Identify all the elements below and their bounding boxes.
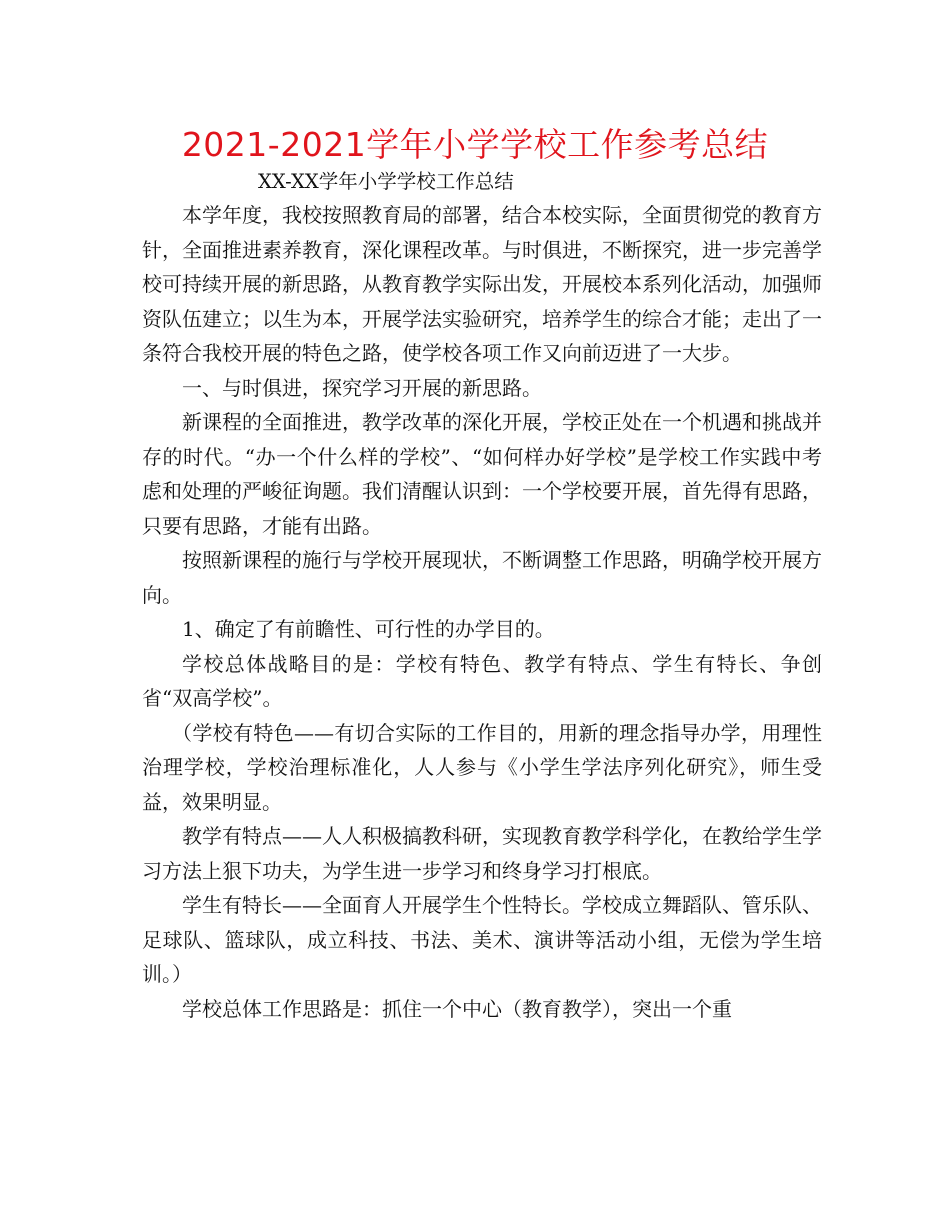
document-subtitle: XX-XX学年小学学校工作总结 <box>258 170 514 193</box>
section-heading-1: 一、与时俱进，探究学习开展的新思路。 <box>182 375 542 400</box>
subsection-heading-1: 1、确定了有前瞻性、可行性的办学目的。 <box>182 617 555 641</box>
document-title: 2021-2021学年小学学校工作参考总结 <box>181 125 769 164</box>
paragraph: 按照新课程的施行与学校开展现状，不断调整工作思路，明确学校开展方向。 <box>142 548 822 607</box>
paragraph: 教学有特点——人人积极搞教科研，实现教育教学科学化，在教给学生学习方法上狠下功夫，为学生进一步学习和终身学习打根底。 <box>142 824 822 883</box>
paragraph: 学校总体工作思路是：抓住一个中心（教育教学），突出一个重 <box>182 996 732 1021</box>
paragraph: 学生有特长——全面育人开展学生个性特长。学校成立舞蹈队、管乐队、足球队、篮球队，成立科技、书法、美术、演讲等活动小组，无偿为学生培训。） <box>142 893 822 986</box>
paragraph: （学校有特色——有切合实际的工作目的，用新的理念指导办学，用理性治理学校，学校治理标准化，人人参与《小学生学法序列化研究》，师生受益，效果明显。 <box>142 720 822 814</box>
paragraph: 新课程的全面推进，教学改革的深化开展，学校正处在一个机遇和挑战并存的时代。“办一个什么样的学校”、“如何样办好学校”是学校工作实践中考虑和处理的严峻征询题。我们清醒认识到：一个学校要开展，首先得有思路，只要有思路，才能有出路。 <box>142 410 822 538</box>
document-body <box>142 198 822 1026</box>
paragraph-intro: 本学年度，我校按照教育局的部署，结合本校实际，全面贯彻党的教育方针，全面推进素养教育，深化课程改革。与时俱进，不断探究，进一步完善学校可持续开展的新思路，从教育教学实际出发，开展校本系列化活动，加强师资队伍建立；以生为本，开展学法实验研究，培养学生的综合才能；走出了一条符合我校开展的特色之路，使学校各项工作又向前迈进了一大步。 <box>142 203 822 365</box>
paragraph: 学校总体战略目的是：学校有特色、教学有特点、学生有特长、争创省“双高学校”。 <box>142 651 822 710</box>
